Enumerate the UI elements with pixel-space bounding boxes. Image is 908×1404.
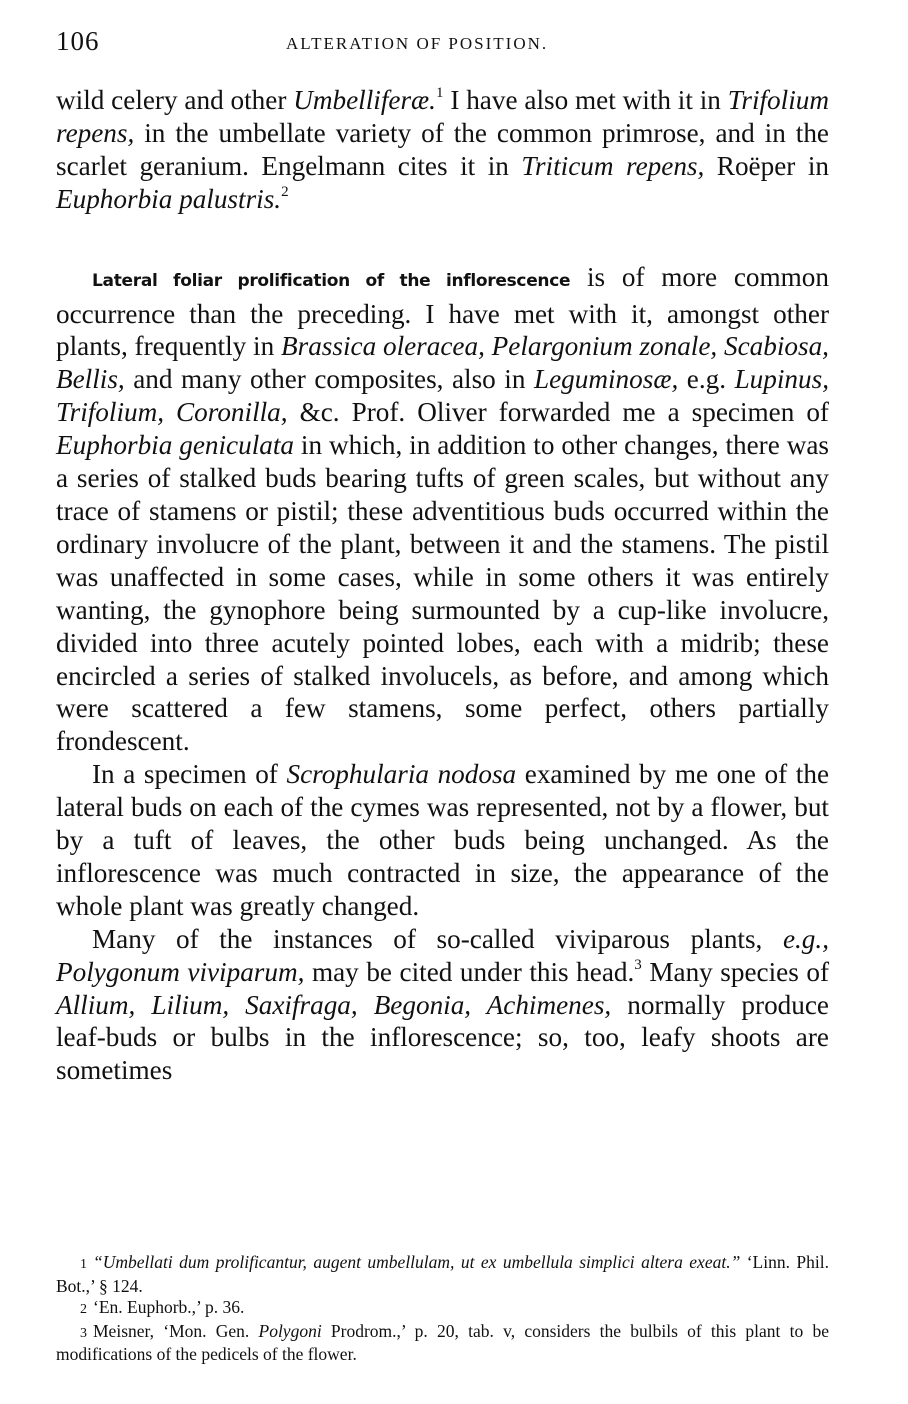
paragraph-2 (56, 261, 829, 759)
footnote-ref-1: 1 (435, 85, 444, 101)
footnote-text: ‘En. Euphorb.,’ p. 36. (93, 1297, 245, 1317)
italic-term: Umbelliferæ. (293, 85, 436, 115)
paragraph-4 (56, 923, 829, 1088)
text-run: may be cited under this head. (304, 956, 635, 987)
footnote-mark: 2 (80, 1302, 87, 1317)
section-gap (56, 216, 829, 261)
italic-term: Euphorbia geniculata (56, 430, 294, 461)
body-text (56, 84, 829, 1087)
footnote-1 (56, 1252, 829, 1297)
running-head-title: ALTERATION OF POSITION. (286, 34, 549, 53)
footnote-mark: 3 (80, 1325, 87, 1341)
page (56, 22, 829, 1087)
footnote-3 (56, 1321, 829, 1366)
footnote-quote: “Umbellati dum prolificantur, augent umbellulam, ut ex umbellula simplici altera exeat.” (93, 1252, 741, 1272)
italic-term: Allium, Lilium, Saxifraga, Begonia, Achimenes, (56, 989, 612, 1020)
text-run: Roëper in (704, 150, 829, 181)
italic-term: Euphorbia palustris. (56, 183, 282, 214)
running-head (56, 22, 829, 62)
footnotes (56, 1252, 829, 1366)
italic-term: Triticum repens, (521, 150, 705, 181)
italic-term: Lupinus, Trifolium, Coronilla, (56, 364, 829, 428)
italic-term: e.g., Polygonum viviparum, (56, 923, 829, 987)
text-run: e.g. (678, 364, 735, 395)
text-run: wild celery and other (56, 85, 294, 115)
paragraph-3 (56, 758, 829, 923)
footnote-text: Prodrom.,’ p. 20, tab. v, considers the bulbils of this plant to be modifications of the pedicels of the flower. (56, 1320, 829, 1364)
footnote-2 (56, 1297, 829, 1321)
text-run: in which, in addition to other changes, there was a series of stalked buds bearing tufts of green scales, but without any trace of stamens or pistil; these adventitious buds occurred within the ordinary involucre of the plant, between it and the stamens. The pistil was unaffected in some cases, while in some others it was entirely wanting, the gynophore being surmounted by a cup-like involucre, divided into three acutely pointed lobes, each with a midrib; these encircled a series of stalked involucels, as before, and among which were scattered a few stamens, some perfect, others partially frondescent. (56, 430, 829, 757)
italic-term: Polygoni (258, 1320, 322, 1341)
text-run: Many of the instances of so-called viviparous plants, (92, 923, 783, 954)
text-run: In a specimen of (92, 759, 287, 790)
section-heading: Lateral foliar prolification of the inflorescence (92, 270, 571, 291)
text-run: examined by me one of the lateral buds on each of the cymes was represented, not by a flower, but by a tuft of leaves, the other buds being unchanged. As the inflorescence was much contracted in size, the appearance of the whole plant was greatly changed. (56, 759, 830, 921)
text-run: and many other composites, also in (124, 364, 534, 395)
footnote-text: Meisner, ‘Mon. Gen. (93, 1320, 259, 1341)
footnote-reference: ‘Linn. Phil. Bot.,’ § 124. (56, 1252, 829, 1296)
page-number: 106 (56, 26, 100, 56)
footnote-ref-3: 3 (634, 956, 642, 973)
footnote-ref-2: 2 (281, 183, 289, 200)
paragraph-1 (56, 84, 829, 216)
footnote-mark: 1 (80, 1257, 87, 1272)
text-run: I have also met with it in (443, 85, 728, 115)
text-run: &c. Prof. Oliver forwarded me a specimen of (287, 397, 829, 428)
text-run: normally produce leaf-buds or bulbs in the inflorescence; so, too, leafy shoots are sometimes (56, 989, 829, 1086)
italic-term: Leguminosæ, (533, 364, 679, 395)
italic-term: Scrophularia nodosa (286, 759, 517, 790)
text-run: is of more common occurrence than the preceding. I have met with it, amongst other plants, frequently in (56, 261, 829, 362)
text-run: in the umbellate variety of the common primrose, and in the scarlet geranium. Engelmann cites it in (56, 117, 829, 181)
italic-term: Trifolium repens, (56, 85, 829, 148)
text-run: Many species of (641, 956, 829, 987)
italic-term: Brassica oleracea, Pelargonium zonale, Scabiosa, Bellis, (56, 331, 829, 395)
